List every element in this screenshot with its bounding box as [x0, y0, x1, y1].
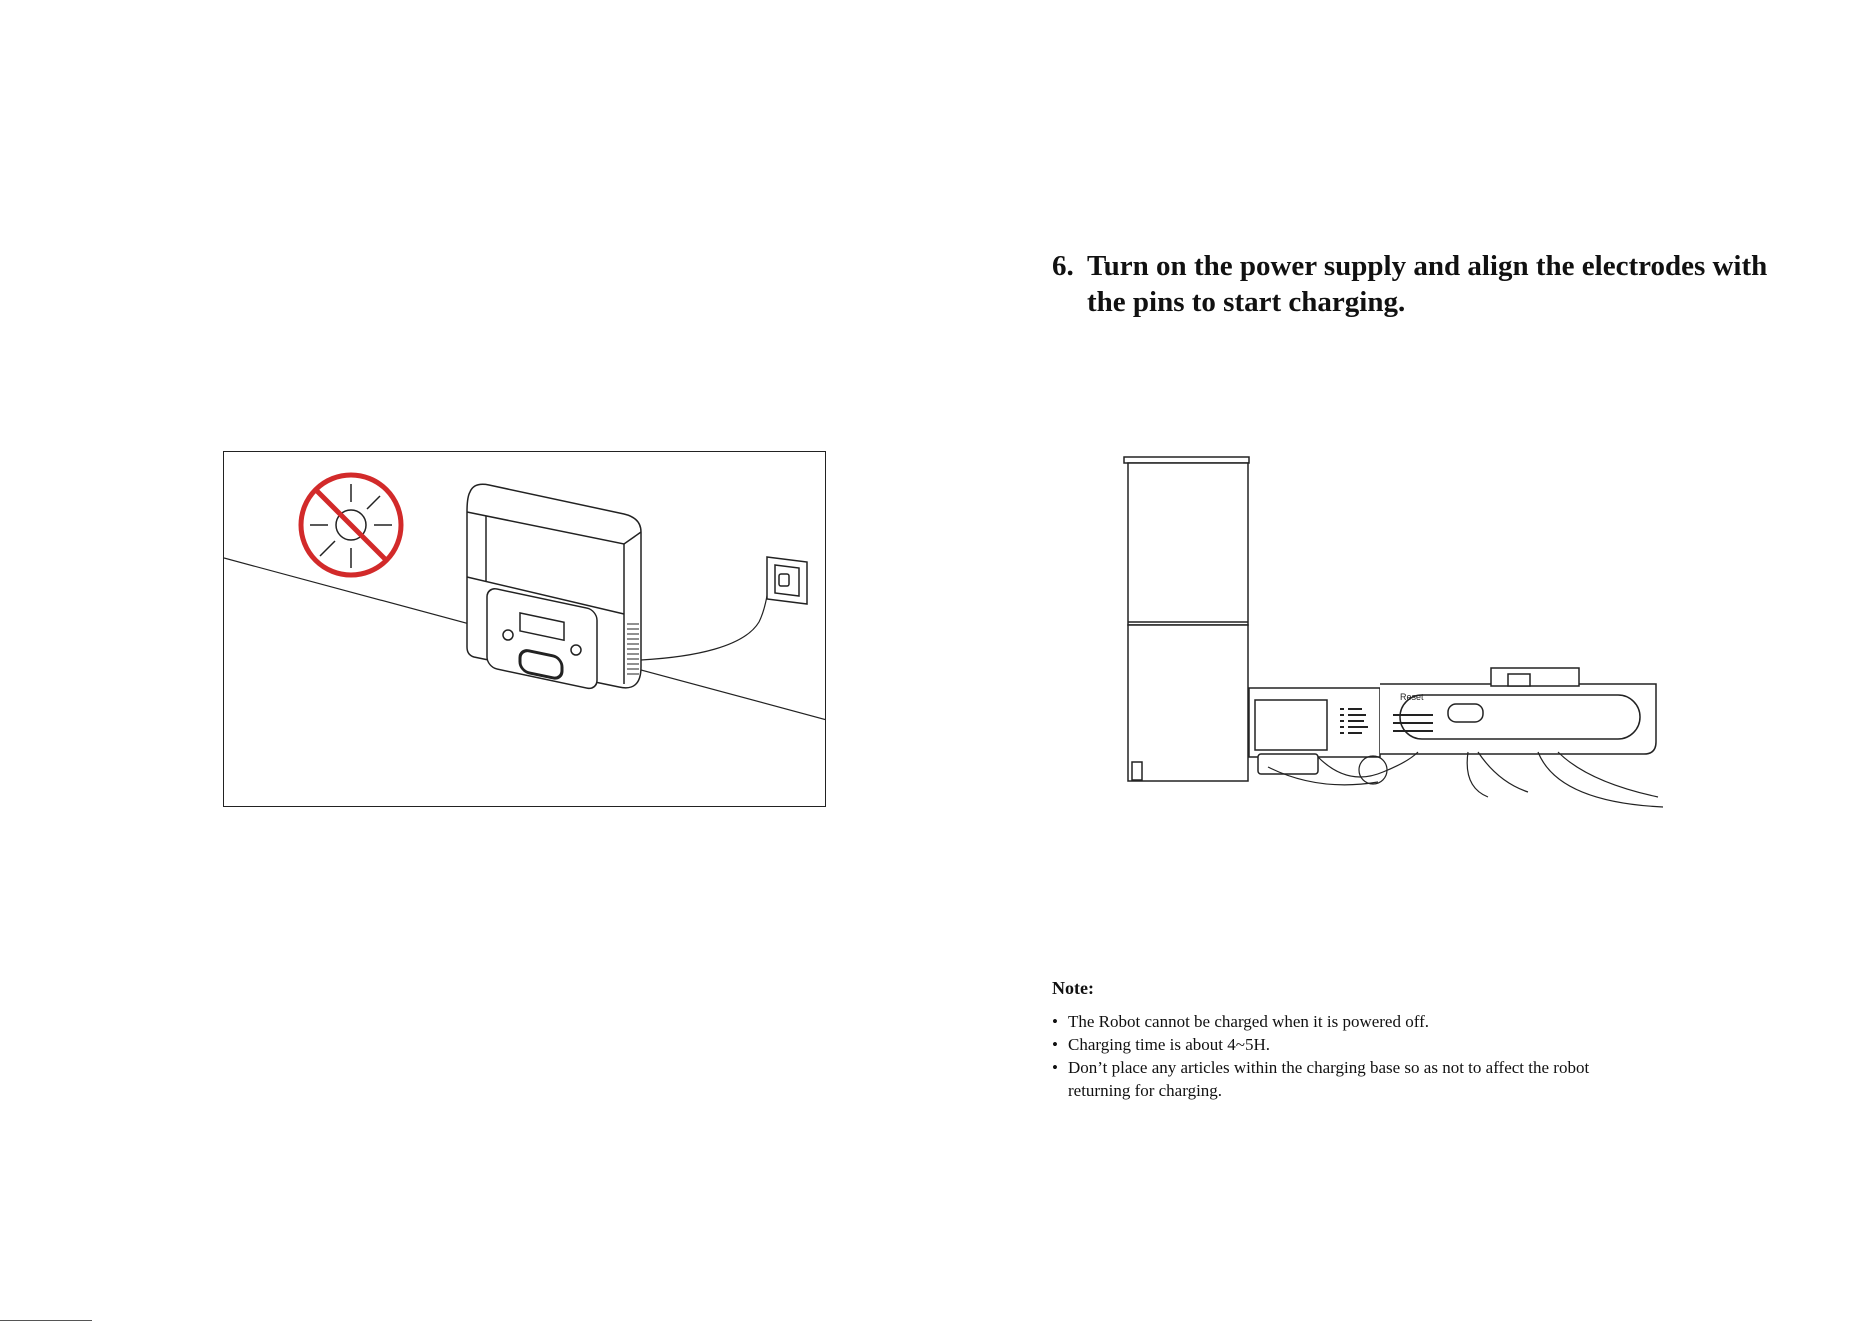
robot-docked-illustration — [1118, 452, 1678, 812]
note-item: • Charging time is about 4~5H. — [1052, 1033, 1612, 1056]
wall-outlet-icon — [767, 557, 807, 604]
note-item: • Don’t place any articles within the charging base so as not to affect the robot returning for charging. — [1052, 1056, 1612, 1102]
step-text: Turn on the power supply and align the electrodes with the pins to start charging. — [1087, 250, 1768, 318]
charging-base-near-outlet-icon — [224, 452, 826, 807]
reset-label: Reset — [1400, 692, 1424, 702]
charging-base-illustration — [223, 451, 826, 807]
note-list — [1052, 1010, 1612, 1102]
no-sunlight-icon — [301, 475, 401, 575]
note-title: Note: — [1052, 978, 1094, 998]
step-heading — [1052, 248, 1812, 320]
robot-docked-side-view-icon — [1118, 452, 1678, 812]
step-number: 6. — [1052, 250, 1074, 282]
note-item: • The Robot cannot be charged when it is powered off. — [1052, 1010, 1612, 1033]
footer-rule — [0, 1320, 92, 1321]
